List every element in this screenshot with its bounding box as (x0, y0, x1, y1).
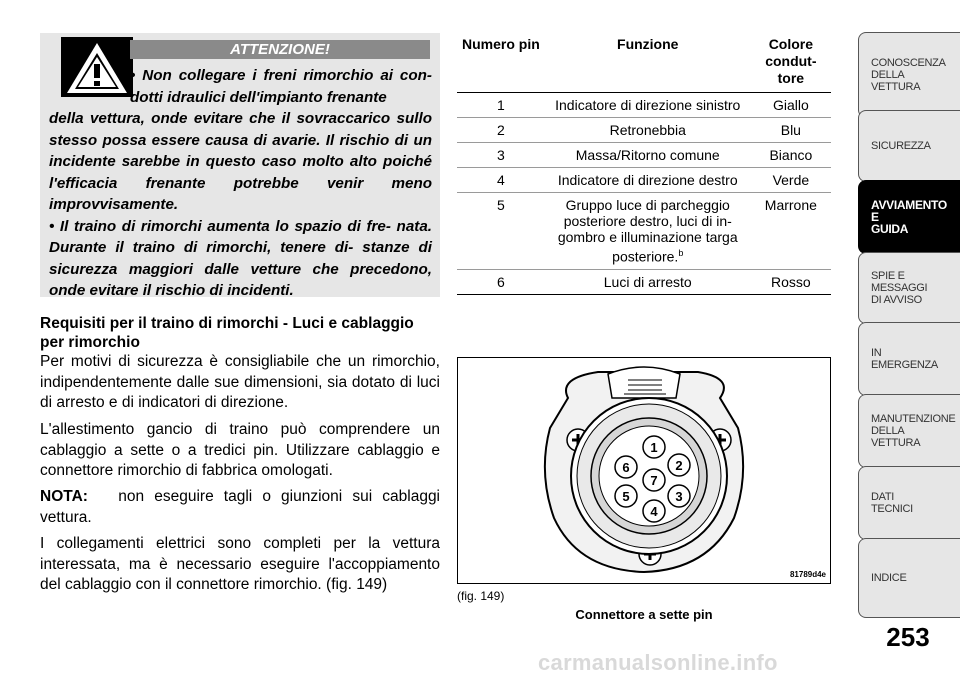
tab-sicurezza[interactable] (858, 110, 960, 182)
pin-6-icon (615, 456, 637, 478)
figure-caption: Connettore a sette pin (575, 607, 713, 622)
color-cell: Giallo (772, 97, 809, 113)
warning-item-1-start (130, 65, 432, 108)
paragraph-1: Per motivi di sicurezza è consigliabile che un rimorchio, indipendentemente dalle sue dimensioni, sia dotato di luci di arresto e di indicatori di direzione. (40, 353, 440, 411)
section-title: Requisiti per il traino di rimorchi - Luci e cablaggio per rimorchio (40, 315, 414, 351)
watermark: carmanualsonline.info (538, 650, 778, 675)
tab-label: SPIE E MESSAGGI DI AVVISO (871, 270, 928, 306)
pin-1-icon (643, 436, 665, 458)
tab-conoscenza-della-vettura[interactable] (858, 32, 960, 118)
note-text: non eseguire tagli o giunzioni sui cablaggi vettura. (40, 488, 441, 526)
function-cell: Indicatore di direzione sinistro (555, 97, 741, 113)
warning-item-1-start-text: • Non collegare i freni rimorchio ai con- dotti idraulici dell'impianto frenante (130, 67, 432, 106)
tab-label: IN EMERGENZA (871, 347, 938, 371)
table-header-row (457, 34, 831, 93)
color-cell: Marrone (764, 197, 817, 213)
function-cell: Retronebbia (609, 122, 686, 138)
pin-cell: 5 (496, 197, 505, 213)
tab-label: INDICE (871, 572, 907, 584)
figure-reference: (fig. 149) (457, 589, 505, 603)
function-cell (545, 193, 751, 270)
pin-5-icon (615, 485, 637, 507)
table-row (457, 93, 831, 118)
note-paragraph (40, 487, 440, 528)
table-row (457, 269, 831, 294)
pin-3-icon (668, 485, 690, 507)
pin-table (457, 34, 831, 295)
pin-cell: 1 (496, 97, 505, 113)
pin-7-icon (643, 469, 665, 491)
pin-cell: 3 (496, 147, 505, 163)
tab-indice[interactable] (858, 538, 960, 618)
tab-dati-tecnici[interactable] (858, 466, 960, 540)
warning-box (40, 33, 440, 297)
header-color: Colore condut- tore (765, 36, 817, 86)
connector-figure (457, 357, 831, 584)
color-cell: Verde (772, 172, 810, 188)
header-function: Funzione (617, 36, 679, 52)
figure-code: 81789d4e (789, 570, 826, 579)
pin-2-icon (668, 454, 690, 476)
seven-pin-connector-illustration (458, 358, 830, 583)
footnote-marker: b (678, 248, 684, 258)
pin-label: 5 (622, 489, 630, 504)
tab-manutenzione-della-vettura[interactable] (858, 394, 960, 468)
color-cell: Bianco (769, 147, 813, 163)
warning-item-2: • Il traino di rimorchi aumenta lo spazio di fre- nata. Durante il traino di rimorchi, tenere di- stanze di sicurezza maggiori dalle vetture che precedono, onde evitare il rischio di incidenti. (49, 217, 432, 299)
tab-label: AVVIAMENTO E GUIDA (871, 198, 947, 236)
header-pin: Numero pin (461, 36, 540, 52)
tab-spie-e-messaggi[interactable] (858, 252, 960, 324)
tab-label: DATI TECNICI (871, 491, 913, 515)
table-row (457, 118, 831, 143)
color-cell: Rosso (771, 273, 811, 290)
pin-cell: 6 (496, 273, 505, 290)
table-row (457, 168, 831, 193)
warning-title: ATTENZIONE! (130, 40, 430, 59)
paragraph-2: L'allestimento gancio di traino può comprendere un cablaggio a sette o a tredici pin. Utilizzare cablaggio e connettore rimorchio di fabbrica omologati. (40, 421, 440, 479)
pin-cell: 4 (496, 172, 505, 188)
pin-label: 3 (675, 489, 683, 504)
tab-label: CONOSCENZA DELLA VETTURA (871, 57, 946, 93)
function-text: Gruppo luce di parcheggio posteriore destro, luci di in- gombro e illuminazione targa posteriore. (557, 197, 738, 265)
warning-item-1-rest: della vettura, onde evitare che il sovraccarico sullo stesso possa essere causa di avarie. Il rischio di un incidente sarebbe in questo caso molto alto poiché l'efficacia frenante potrebbe venir meno improvvisamente. (49, 110, 432, 213)
tab-in-emergenza[interactable] (858, 322, 960, 396)
function-cell: Indicatore di direzione destro (557, 172, 738, 188)
pin-cell: 2 (496, 122, 505, 138)
pin-label: 6 (622, 460, 630, 475)
color-cell: Blu (780, 122, 801, 138)
page-number: 253 (886, 622, 930, 652)
tab-label: MANUTENZIONE DELLA VETTURA (871, 413, 956, 449)
pin-label: 2 (675, 458, 683, 473)
paragraph-3: I collegamenti elettrici sono completi per la vettura interessata, ma è necessario eseguire l'accoppiamento del cablaggio con il connettore rimorchio. (fig. 149) (40, 535, 440, 593)
pin-4-icon (643, 500, 665, 522)
pin-label: 7 (650, 473, 658, 488)
pin-label: 1 (650, 440, 658, 455)
table-row (457, 193, 831, 270)
pin-label: 4 (650, 504, 658, 519)
note-label: NOTA: (40, 488, 88, 505)
tab-avviamento-e-guida[interactable] (858, 180, 960, 254)
function-cell: Luci di arresto (603, 273, 692, 290)
warning-continued-text (49, 108, 432, 302)
tab-label: SICUREZZA (871, 140, 931, 152)
function-cell: Massa/Ritorno comune (575, 147, 720, 163)
table-row (457, 143, 831, 168)
